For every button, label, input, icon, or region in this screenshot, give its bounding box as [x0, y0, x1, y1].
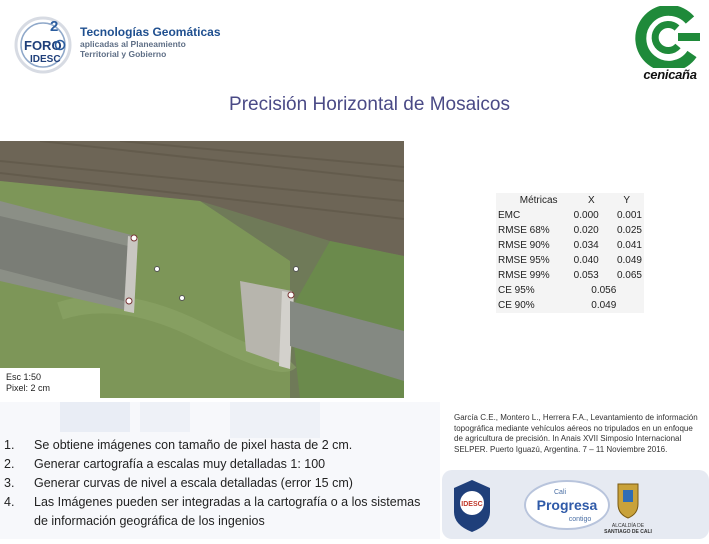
bullet-list [4, 436, 434, 531]
ce-name: CE 90% [498, 300, 535, 311]
metrics-row [496, 208, 644, 223]
cenicana-wordmark: cenicaña [643, 67, 697, 82]
list-item [4, 455, 434, 474]
list-text: Generar cartografía a escalas muy detalladas 1: 100 [34, 457, 326, 471]
metric-name: RMSE 99% [498, 270, 550, 281]
metric-x: 0.053 [573, 270, 599, 281]
metric-x: 0.040 [573, 255, 599, 266]
foro-title-block [80, 26, 240, 59]
scale-text: Esc 1:50 [6, 372, 42, 382]
metric-x: 0.020 [573, 225, 599, 236]
list-item [4, 493, 434, 531]
metric-y: 0.049 [616, 255, 642, 266]
metrics-row [496, 268, 644, 283]
header-x: X [588, 195, 595, 206]
metric-name: RMSE 90% [498, 240, 550, 251]
pixel-size-text: Pixel: 2 cm [6, 383, 51, 393]
foro-subtitle-2: Territorial y Gobierno [80, 49, 167, 59]
list-text: Generar curvas de nivel a escala detalladas (error 15 cm) [34, 476, 353, 490]
metric-y: 0.001 [616, 210, 642, 221]
foro-idesc-logo [12, 14, 76, 74]
list-number: 3. [4, 476, 15, 490]
metrics-row [496, 223, 644, 238]
aerial-mosaic-photo [0, 141, 404, 398]
progresa-line3: contigo [568, 516, 592, 523]
foro-word: FORO [24, 38, 62, 53]
metrics-header-row [496, 193, 644, 208]
metric-x: 0.034 [573, 240, 599, 251]
progresa-line2: Progresa [536, 497, 598, 513]
foro-title: Tecnologías Geomáticas [80, 25, 221, 39]
list-number: 4. [4, 495, 15, 509]
idesc-word: IDESC [30, 54, 61, 65]
cali-progresa-logo [525, 481, 609, 529]
metric-name: RMSE 95% [498, 255, 550, 266]
metric-y: 0.025 [616, 225, 642, 236]
foro-subtitle-1: aplicadas al Planeamiento [80, 39, 186, 49]
foro-number: 2 [50, 18, 59, 35]
citation-text: García C.E., Montero L., Herrera F.A., Levantamiento de información topográfica mediante vehículos aéreos no tripulados en un enfoque de agricultura de precisión. In Anais XVII Simposio Internacional SELPER. Puerto Iguazú, Argentina. 7 – 11 Noviembre 2016. [454, 413, 698, 454]
scale-label-box [0, 368, 100, 398]
metric-name: RMSE 68% [498, 225, 550, 236]
metrics-row [496, 253, 644, 268]
list-text: Se obtiene imágenes con tamaño de pixel hasta de 2 cm. [34, 438, 353, 452]
metric-name: EMC [498, 210, 521, 221]
alcaldia-line2: SANTIAGO DE CALI [604, 529, 652, 535]
list-number: 1. [4, 438, 15, 452]
header-metric: Métricas [519, 195, 558, 206]
progresa-line1: Cali [554, 489, 567, 496]
metric-y: 0.041 [616, 240, 642, 251]
metric-y: 0.065 [616, 270, 642, 281]
metrics-row [496, 238, 644, 253]
ce-value: 0.056 [591, 285, 617, 296]
metrics-table [496, 193, 644, 313]
ce-name: CE 95% [498, 285, 535, 296]
alcaldia-line1: ALCALDÍA DE [611, 523, 645, 529]
list-text: Las Imágenes pueden ser integradas a la cartografía o a los sistemas de información geográfica de los ingenios [34, 495, 421, 528]
list-number: 2. [4, 457, 15, 471]
idesc-badge-icon [454, 480, 490, 532]
metrics-ce-row [496, 298, 644, 313]
slide-title: Precisión Horizontal de Mosaicos [229, 94, 510, 115]
idesc-badge-text: IDESC [461, 501, 483, 508]
metric-x: 0.000 [573, 210, 599, 221]
ce-value: 0.049 [591, 300, 617, 311]
header-y: Y [623, 195, 630, 206]
partner-logos-strip [442, 470, 709, 539]
list-item [4, 474, 434, 493]
list-item [4, 436, 434, 455]
metrics-ce-row [496, 283, 644, 298]
